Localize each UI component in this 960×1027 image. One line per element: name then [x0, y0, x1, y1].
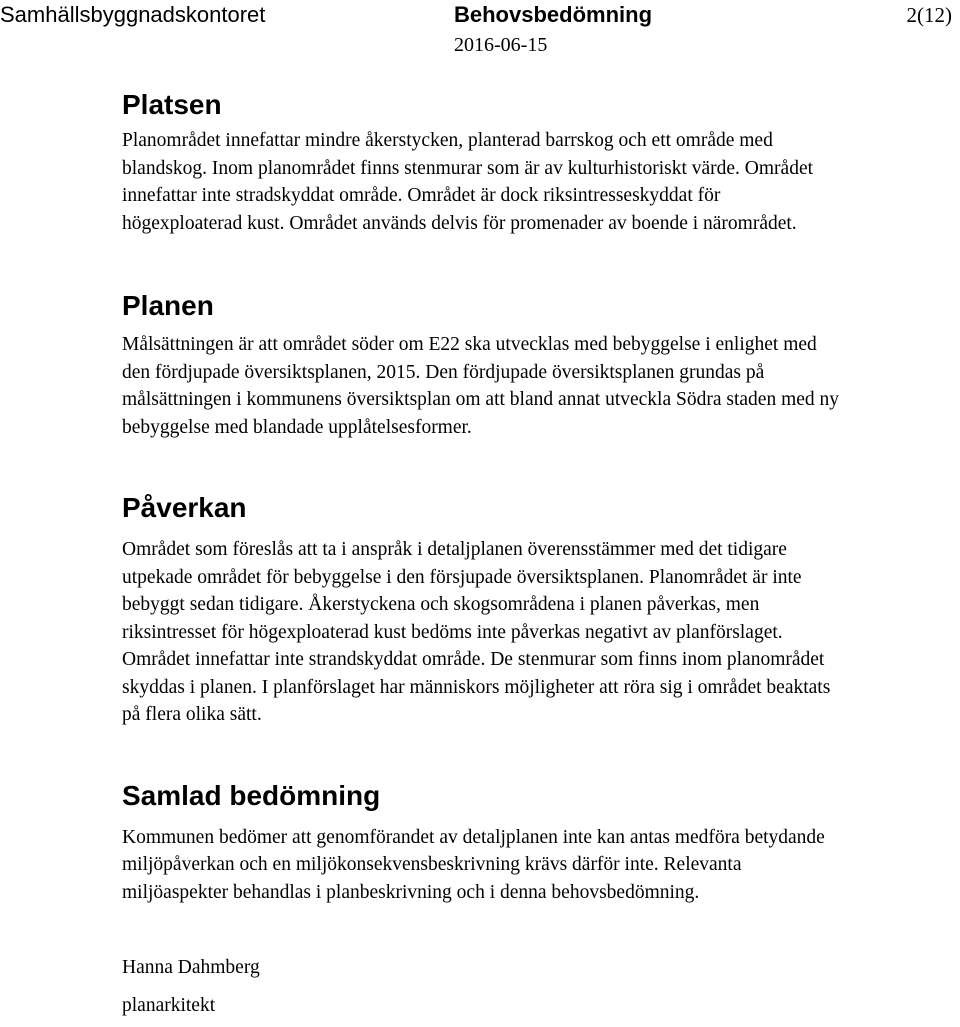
document-body: [122, 86, 862, 1020]
section-paragraph: Planområdet innefattar mindre åkerstycken, planterad barrskog och ett område med blandskog. Inom planområdet finns stenmurar som är av kulturhistoriskt värde. Området innefattar inte stradskyddat område. Området är dock riksintresseskyddat för högexploaterad kust. Området används delvis för promenader av boende i närområdet.: [122, 130, 814, 234]
section-heading: Påverkan: [122, 492, 247, 523]
page-header: [0, 0, 960, 60]
section-heading: Samlad bedömning: [122, 779, 381, 811]
signature-block: [122, 954, 862, 1020]
section-planen: [122, 287, 862, 441]
section-paverkan: [122, 489, 862, 729]
header-organization: Samhällsbyggnadskontoret: [0, 2, 266, 27]
section-samlad-bedomning: [122, 777, 862, 907]
section-paragraph: Området som föreslås att ta i anspråk i detaljplanen överensstämmer med det tidigare utpekade området för bebyggelse i den försjupade översiktsplanen. Planområdet är inte bebyggt sedan tidigare. Åkerstyckena och skogsområdena i planen påverkas, men riksintresset för högexploaterad kust bedöms inte påverkas negativt av planförslaget. Området innefattar inte strandskyddat område. De stenmurar som finns inom planområdet skyddas i planen. I planförslaget har människors möjligheter att röra sig i området beaktats på flera olika sätt.: [122, 539, 831, 725]
signature-role: planarkitekt: [122, 995, 216, 1016]
section-heading: Planen: [122, 290, 214, 321]
signature-name: Hanna Dahmberg: [122, 957, 260, 978]
section-heading: Platsen: [122, 89, 222, 120]
section-paragraph: Målsättningen är att området söder om E22 ska utvecklas med bebyggelse i enlighet med den fördjupade översiktsplanen, 2015. Den fördjupade översiktsplanen grundas på målsättningen i kommunens översiktsplan om att bland annat utveckla Södra staden med ny bebyggelse med blandade upplåtelsesformer.: [122, 334, 840, 438]
section-paragraph: Kommunen bedömer att genomförandet av detaljplanen inte kan antas medföra betydande miljöpåverkan och en miljökonsekvensbeskrivning krävs därför inte. Relevanta miljöaspekter behandlas i planbeskrivning och i denna behovsbedömning.: [122, 826, 825, 903]
header-date: 2016-06-15: [454, 34, 548, 56]
header-document-title: Behovsbedömning: [454, 2, 653, 27]
section-platsen: [122, 86, 862, 237]
header-page-number: 2(12): [906, 3, 952, 27]
